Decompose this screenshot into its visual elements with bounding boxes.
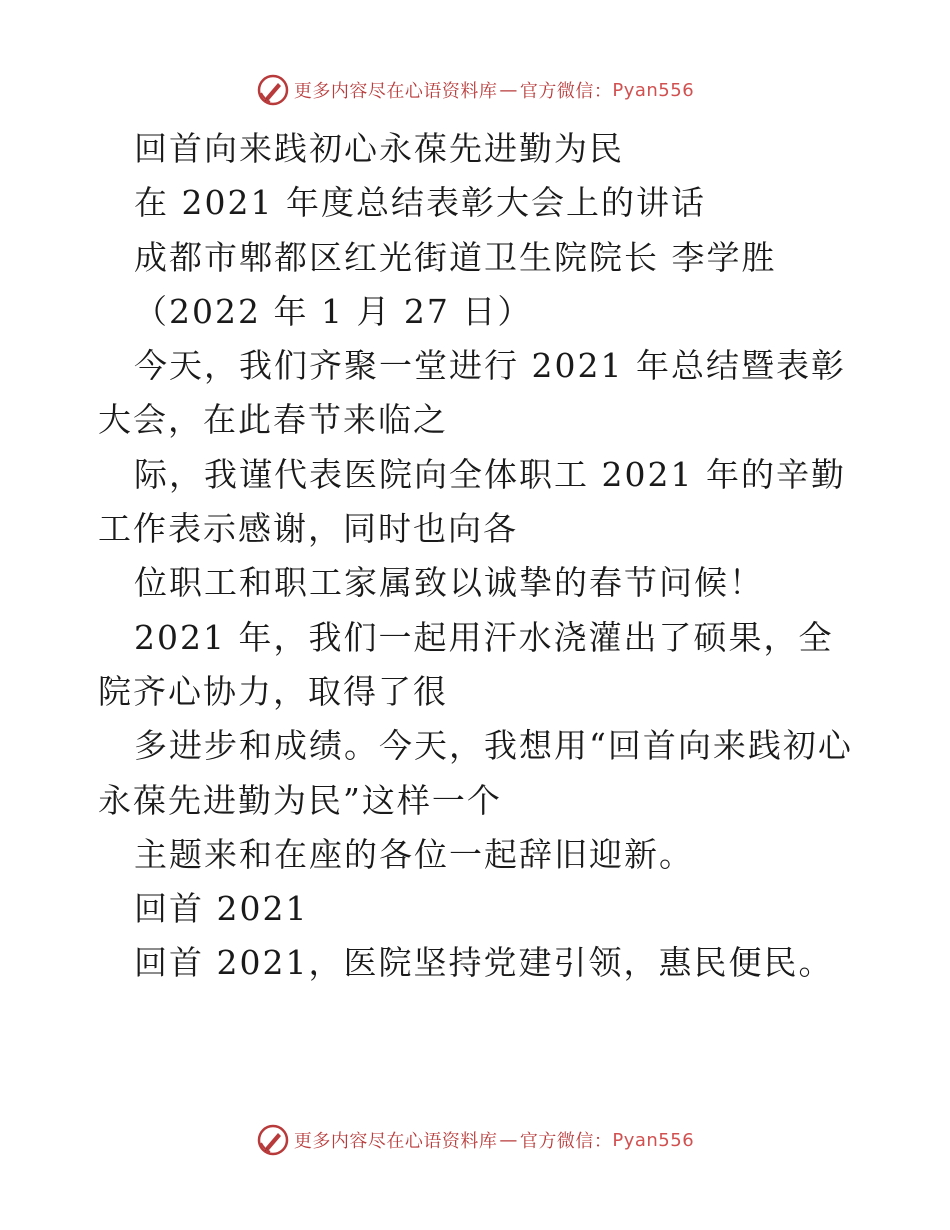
banner-wechat-id: Pyan556 bbox=[612, 79, 695, 101]
document-subtitle: 在 2021 年度总结表彰大会上的讲话 bbox=[134, 183, 706, 223]
banner-site-text: 更多内容尽在心语资料库 bbox=[293, 81, 498, 102]
pen-circle-logo-icon bbox=[256, 73, 290, 107]
pen-circle-logo-icon bbox=[256, 1123, 290, 1157]
paragraph-line: 回首 2021，医院坚持党建引领，惠民便民。 bbox=[134, 943, 834, 983]
banner-separator: — bbox=[499, 1129, 518, 1151]
section-heading: 回首 2021 bbox=[134, 889, 309, 929]
paragraph-line: 今天，我们齐聚一堂进行 2021 年总结暨表彰大会，在此春节来临之 bbox=[98, 346, 846, 440]
banner-wechat-label: 官方微信： bbox=[519, 1131, 613, 1152]
paragraph-line: 际，我谨代表医院向全体职工 2021 年的辛勤工作表示感谢，同时也向各 bbox=[98, 454, 846, 549]
document-body bbox=[98, 122, 858, 991]
banner-wechat-id: Pyan556 bbox=[612, 1129, 695, 1151]
paragraph-line: 多进步和成绩。今天，我想用“回首向来践初心永葆先进勤为民”这样一个 bbox=[98, 726, 853, 820]
document-speaker: 成都市郫都区红光街道卫生院院长 李学胜 bbox=[134, 237, 777, 277]
document-date: （2022 年 1 月 27 日） bbox=[134, 291, 533, 331]
banner-site-text: 更多内容尽在心语资料库 bbox=[293, 1131, 498, 1152]
paragraph-line: 主题来和在座的各位一起辞旧迎新。 bbox=[134, 834, 694, 874]
paragraph-line: 2021 年，我们一起用汗水浇灌出了硕果，全院齐心协力，取得了很 bbox=[98, 617, 834, 711]
document-title: 回首向来践初心永葆先进勤为民 bbox=[134, 129, 624, 168]
header-banner bbox=[0, 70, 950, 110]
footer-banner bbox=[0, 1120, 950, 1160]
paragraph-line: 位职工和职工家属致以诚挚的春节问候！ bbox=[134, 563, 764, 603]
banner-separator: — bbox=[499, 79, 518, 101]
banner-wechat-label: 官方微信： bbox=[519, 81, 613, 102]
